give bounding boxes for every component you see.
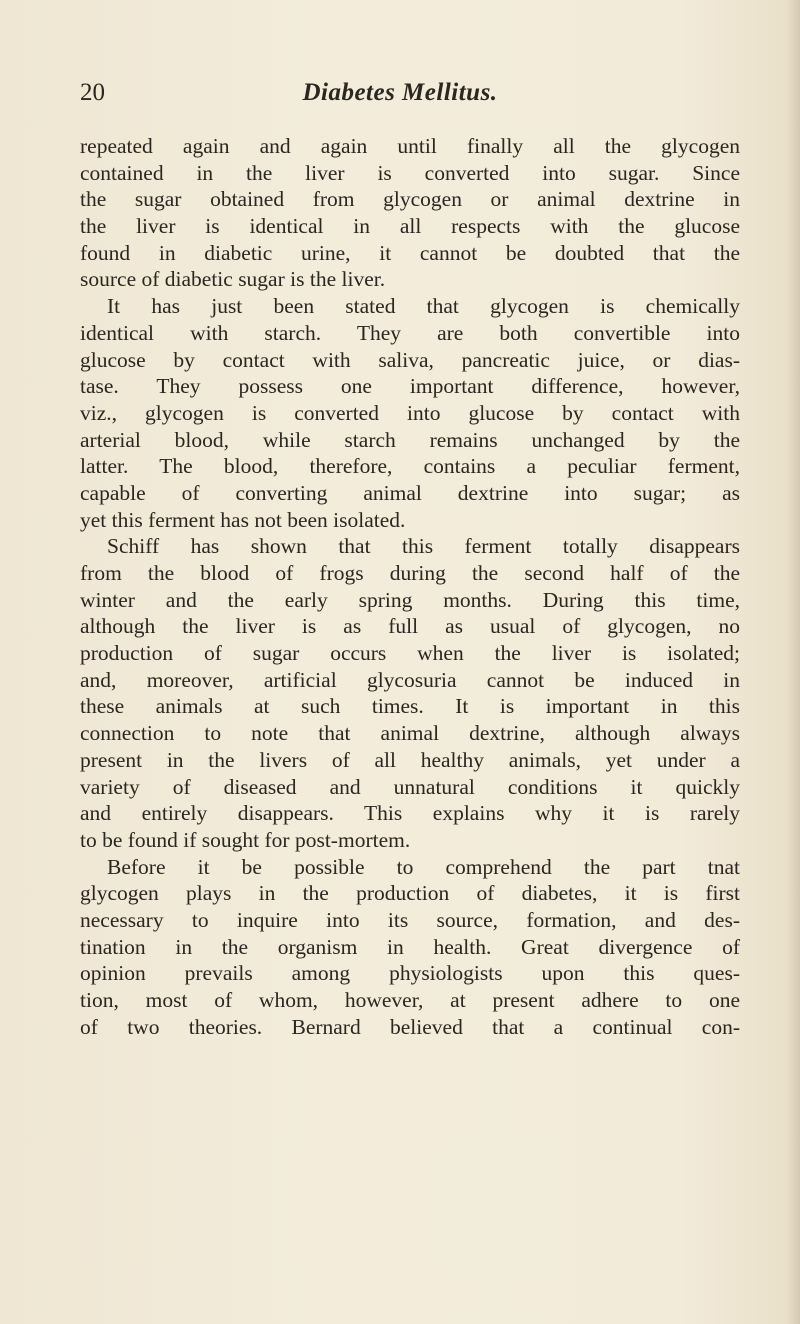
body-text: [80, 133, 740, 1040]
text-line: Before it be possible to comprehend the part tnat: [107, 854, 740, 879]
text-line: It has just been stated that glycogen is chemically: [107, 294, 740, 319]
text-line: to be found if sought for post-mortem.: [80, 827, 411, 852]
text-line: Schiff has shown that this ferment totally disappears: [107, 534, 740, 559]
text-line: glycogen plays in the production of diabetes, it is first: [80, 881, 740, 906]
text-line: variety of diseased and unnatural conditions it quickly: [80, 774, 740, 799]
text-line: identical with starch. They are both convertible into: [80, 320, 740, 345]
text-line: viz., glycogen is converted into glucose by contact with: [80, 400, 740, 425]
text-line: repeated again and again until finally all the glycogen: [80, 134, 740, 158]
text-line: the sugar obtained from glycogen or animal dextrine in: [80, 187, 740, 212]
text-line: glucose by contact with saliva, pancreatic juice, or dias-: [80, 347, 740, 372]
page-edge-shadow: [786, 0, 800, 1324]
text-line: production of sugar occurs when the liver is isolated;: [80, 641, 740, 666]
text-line: from the blood of frogs during the second half of the: [80, 561, 740, 585]
text-line: capable of converting animal dextrine into sugar; as: [80, 480, 740, 505]
text-line: these animals at such times. It is important in this: [80, 694, 740, 719]
page-number: 20: [80, 79, 105, 106]
text-line: present in the livers of all healthy animals, yet under a: [80, 747, 740, 772]
text-line: necessary to inquire into its source, formation, and des-: [80, 907, 740, 932]
running-head: Diabetes Mellitus.: [302, 79, 498, 106]
text-line: tase. They possess one important difference, however,: [80, 374, 740, 399]
text-line: yet this ferment has not been isolated.: [80, 507, 406, 532]
text-line: and, moreover, artificial glycosuria cannot be induced in: [80, 667, 740, 692]
text-line: of two theories. Bernard believed that a continual con-: [80, 1014, 740, 1039]
text-line: tination in the organism in health. Great divergence of: [80, 934, 740, 959]
text-line: latter. The blood, therefore, contains a peculiar ferment,: [80, 454, 740, 479]
text-line: the liver is identical in all respects with the glucose: [80, 214, 740, 239]
page-header: [80, 76, 720, 116]
text-line: arterial blood, while starch remains unchanged by the: [80, 427, 740, 452]
text-line: winter and the early spring months. During this time,: [80, 587, 740, 612]
text-line: although the liver is as full as usual of glycogen, no: [80, 614, 740, 639]
text-line: connection to note that animal dextrine, although always: [80, 721, 740, 746]
text-line: source of diabetic sugar is the liver.: [80, 267, 386, 292]
text-line: contained in the liver is converted into sugar. Since: [80, 160, 740, 185]
text-line: and entirely disappears. This explains why it is rarely: [80, 801, 740, 826]
text-line: found in diabetic urine, it cannot be doubted that the: [80, 240, 740, 265]
text-line: opinion prevails among physiologists upon this ques-: [80, 961, 740, 986]
text-line: tion, most of whom, however, at present adhere to one: [80, 988, 740, 1012]
